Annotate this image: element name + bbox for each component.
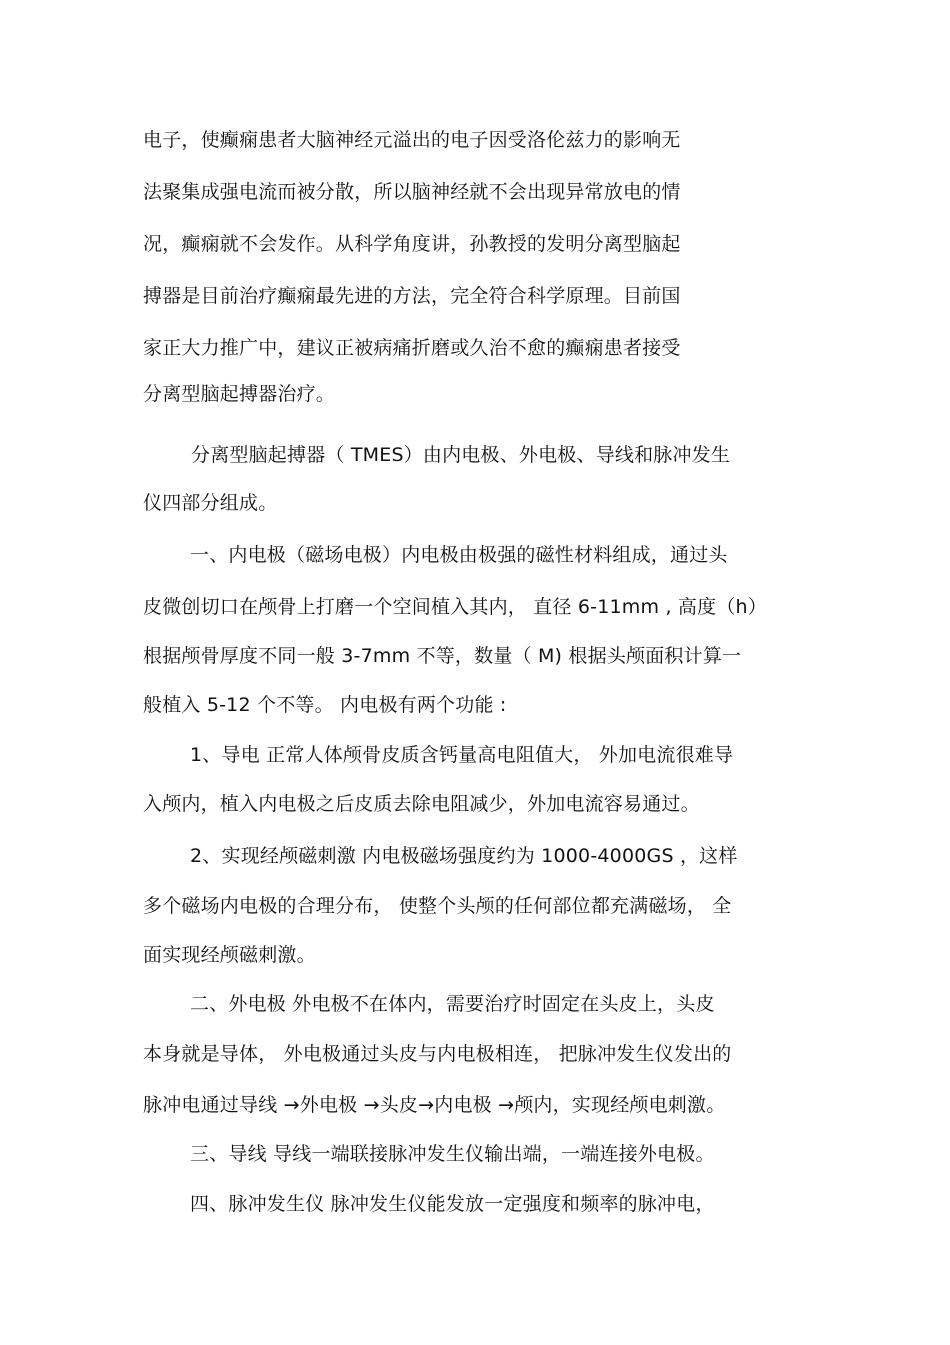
text-line: 1、导电 正常人体颅骨皮质含钙量高电阻值大， 外加电流很难导 [190,744,734,766]
text-line: 皮微创切口在颅骨上打磨一个空间植入其内， 直径 6-11mm , 高度（h） [143,596,767,618]
text-line: 般植入 5-12 个不等。 内电极有两个功能 : [143,694,507,716]
text-line: 面实现经颅磁刺激。 [143,944,316,966]
text-line: 二、外电极 外电极不在体内，需要治疗时固定在头皮上，头皮 [190,993,715,1015]
text-line: 况，癫痫就不会发作。从科学角度讲，孙教授的发明分离型脑起 [143,233,681,255]
text-line: 根据颅骨厚度不同一般 3-7mm 不等，数量（ M) 根据头颅面积计算一 [143,645,742,667]
text-line: 电子，使癫痫患者大脑神经元溢出的电子因受洛伦兹力的影响无 [143,129,681,151]
text-line: 仪四部分组成。 [143,492,278,514]
text-line: 多个磁场内电极的合理分布， 使整个头颅的任何部位都充满磁场， 全 [143,895,732,917]
text-line: 脉冲电通过导线 →外电极 →头皮→内电极 →颅内，实现经颅电刺激。 [143,1094,726,1116]
text-line: 2、实现经颅磁刺激 内电极磁场强度约为 1000-4000GS ，这样 [190,845,738,867]
text-line: 家正大力推广中，建议正被病痛折磨或久治不愈的癫痫患者接受 [143,337,681,359]
text-line: 三、导线 导线一端联接脉冲发生仪输出端，一端连接外电极。 [190,1143,715,1165]
text-line: 分离型脑起搏器（ TMES）由内电极、外电极、导线和脉冲发生 [191,444,731,466]
text-line: 分离型脑起搏器治疗。 [143,383,336,405]
text-line: 搏器是目前治疗癫痫最先进的方法，完全符合科学原理。目前国 [143,285,681,307]
text-line: 一、内电极（磁场电极）内电极由极强的磁性材料组成，通过头 [190,544,728,566]
text-line: 本身就是导体， 外电极通过头皮与内电极相连， 把脉冲发生仪发出的 [143,1043,732,1065]
text-line: 法聚集成强电流而被分散，所以脑神经就不会出现异常放电的情 [143,181,681,203]
text-line: 四、脉冲发生仪 脉冲发生仪能发放一定强度和频率的脉冲电， [190,1193,715,1215]
text-line: 入颅内，植入内电极之后皮质去除电阻减少，外加电流容易通过。 [143,793,700,815]
